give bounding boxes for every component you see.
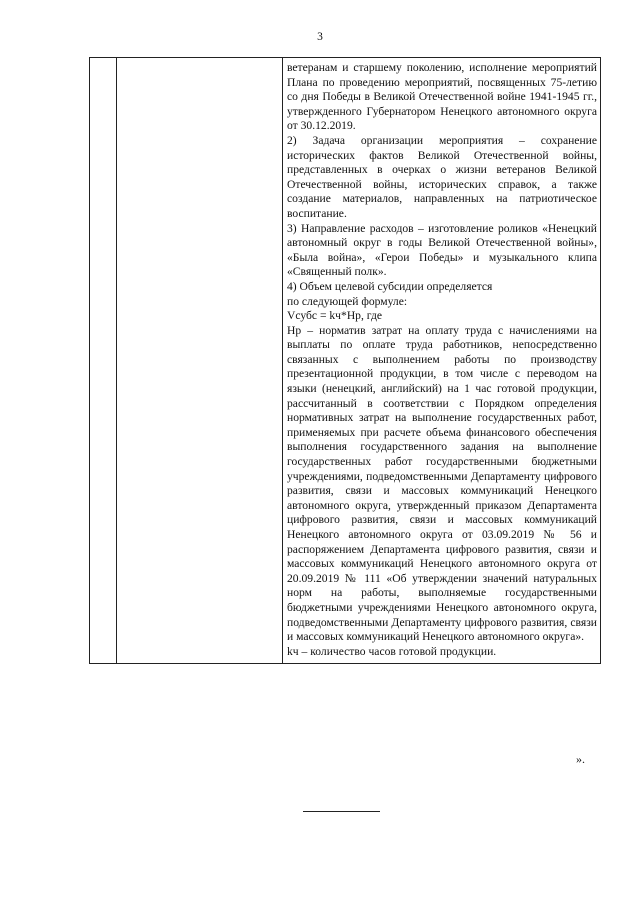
formula: Vсубс = kч*Нр, где bbox=[287, 309, 383, 323]
table-cell-content bbox=[283, 58, 601, 664]
table-cell-name bbox=[117, 58, 283, 664]
page-number: 3 bbox=[317, 31, 323, 43]
table-row bbox=[90, 58, 601, 664]
paragraph-expenses: 3) Направление расходов – изготовление роликов «Ненецкий автономный округ в годы Великой Отечественной войны», «Была война», «Герои Победы» и музыкального клипа «Священный полк». bbox=[287, 221, 597, 279]
footer-divider bbox=[303, 811, 380, 812]
closing-quote: ». bbox=[576, 752, 585, 766]
paragraph-norm-definition: Нр – норматив затрат на оплату труда с начислениями на выплаты по оплате труда работников, непосредственно связанных с выполнением работы по производству презентационной продукции, в том числе с переводом на языки (ненецкий, английский) на 1 час готовой продукции, рассчитанный в соответствии с Порядком определения нормативных затрат на выполнение государственных работ, применяемых при расчете объема финансового обеспечения выполнения государственного задания на выполнение государственных работ государственными бюджетными учреждениями, подведомственными Департаменту цифрового развития, связи и массовых коммуникаций Ненецкого автономного округа, утвержденный приказом Департамента цифрового развития, связи и массовых коммуникаций Ненецкого автономного округа от 03.09.2019 № 56 и распоряжением Департамента цифрового развития, связи и массовых коммуникаций Ненецкого автономного округа от 20.09.2019 № 111 «Об утверждении значений натуральных норм на работы, выполняемые государственными бюджетными учреждениями Ненецкого автономного округа, подведомственными Департаменту цифрового развития, связи и массовых коммуникаций Ненецкого автономного округа». bbox=[287, 323, 597, 644]
paragraph-intro: ветеранам и старшему поколению, исполнение мероприятий Плана по проведению мероприятий, посвященных 75-летию со дня Победы в Великой Отечественной войне 1941-1945 гг., утвержденного Губернатором Ненецкого автономного округа от 30.12.2019. bbox=[287, 61, 597, 133]
paragraph-subsidy: 4) Объем целевой субсидии определяется bbox=[287, 279, 493, 293]
table-cell-number bbox=[90, 58, 117, 664]
paragraph-formula-intro: по следующей формуле: bbox=[287, 294, 408, 308]
content-table bbox=[89, 57, 601, 664]
paragraph-task: 2) Задача организации мероприятия – сохранение исторических фактов Великой Отечественной войны, представленных в очерках о жизни ветеранов Великой Отечественной войны, исторических справок, а также создание материалов, направленных на патриотическое воспитание. bbox=[287, 133, 597, 220]
paragraph-hours-definition: kч – количество часов готовой продукции. bbox=[287, 644, 497, 658]
